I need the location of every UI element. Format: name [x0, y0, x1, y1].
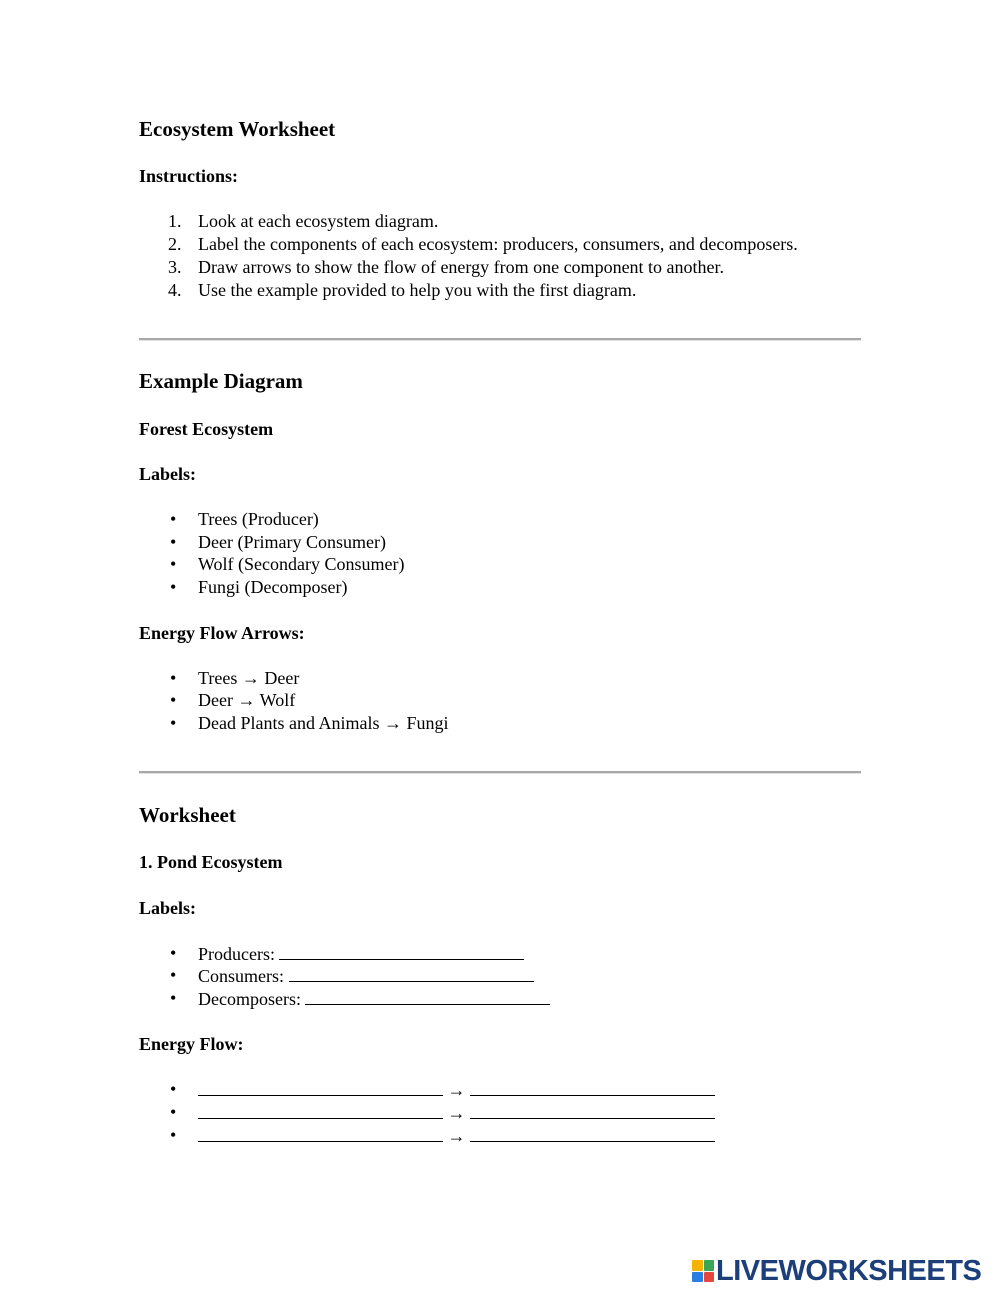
producers-row — [198, 942, 524, 965]
consumers-label: Consumers: — [198, 966, 285, 986]
example-label-item: Trees (Producer) — [198, 509, 319, 529]
instruction-number: 3. — [168, 257, 182, 277]
bullet: • — [170, 509, 177, 529]
flow-from-blank[interactable] — [198, 1101, 443, 1119]
arrow-symbol: → — [447, 1126, 466, 1146]
consumers-row — [198, 964, 534, 987]
decomposers-row — [198, 987, 550, 1010]
bullet: • — [170, 988, 177, 1008]
bullet: • — [170, 1125, 177, 1145]
example-subheading: Forest Ecosystem — [139, 419, 274, 439]
section-divider — [139, 338, 861, 341]
logo-block-icon — [704, 1260, 715, 1271]
flow-to-blank[interactable] — [470, 1101, 715, 1119]
logo-block-icon — [704, 1272, 715, 1283]
example-label-item: Fungi (Decomposer) — [198, 577, 348, 597]
producers-answer-blank[interactable] — [279, 942, 524, 960]
flow-row — [198, 1124, 715, 1147]
worksheet-labels-heading: Labels: — [139, 898, 197, 918]
instruction-text: Draw arrows to show the flow of energy from one component to another. — [198, 257, 725, 277]
worksheet-subheading: 1. Pond Ecosystem — [139, 852, 283, 872]
instruction-number: 1. — [168, 211, 182, 231]
liveworksheets-icon — [692, 1260, 714, 1282]
decomposers-answer-blank[interactable] — [305, 987, 550, 1005]
section-divider — [139, 771, 861, 774]
flow-to-blank[interactable] — [470, 1078, 715, 1096]
logo-block-icon — [692, 1260, 703, 1271]
example-label-item: Wolf (Secondary Consumer) — [198, 554, 405, 574]
arrow-symbol: → — [447, 1103, 466, 1123]
example-flow-item: Trees → Deer — [198, 668, 300, 688]
decomposers-label: Decomposers: — [198, 989, 301, 1009]
arrow-symbol: → — [447, 1080, 466, 1100]
page-title: Ecosystem Worksheet — [139, 117, 336, 141]
liveworksheets-wordmark: LIVEWORKSHEETS — [716, 1255, 982, 1287]
logo-block-icon — [692, 1272, 703, 1283]
flow-row — [198, 1101, 715, 1124]
bullet: • — [170, 713, 177, 733]
bullet: • — [170, 532, 177, 552]
example-flow-item: Deer → Wolf — [198, 690, 296, 710]
worksheet-flow-heading: Energy Flow: — [139, 1034, 244, 1054]
bullet: • — [170, 1079, 177, 1099]
flow-from-blank[interactable] — [198, 1124, 443, 1142]
example-flow-heading: Energy Flow Arrows: — [139, 623, 305, 643]
flow-from-blank[interactable] — [198, 1078, 443, 1096]
instruction-text: Use the example provided to help you with the first diagram. — [198, 280, 637, 300]
producers-label: Producers: — [198, 944, 275, 964]
bullet: • — [170, 965, 177, 985]
consumers-answer-blank[interactable] — [289, 964, 534, 982]
bullet: • — [170, 943, 177, 963]
instruction-text: Look at each ecosystem diagram. — [198, 211, 439, 231]
instruction-number: 4. — [168, 280, 182, 300]
liveworksheets-logo — [692, 1256, 981, 1286]
bullet: • — [170, 554, 177, 574]
flow-row — [198, 1078, 715, 1101]
bullet: • — [170, 1102, 177, 1122]
bullet: • — [170, 690, 177, 710]
instruction-text: Label the components of each ecosystem: producers, consumers, and decomposers. — [198, 234, 798, 254]
flow-to-blank[interactable] — [470, 1124, 715, 1142]
example-flow-item: Dead Plants and Animals → Fungi — [198, 713, 449, 733]
example-heading: Example Diagram — [139, 369, 303, 393]
example-label-item: Deer (Primary Consumer) — [198, 532, 386, 552]
instructions-heading: Instructions: — [139, 166, 239, 186]
bullet: • — [170, 668, 177, 688]
instruction-number: 2. — [168, 234, 182, 254]
bullet: • — [170, 577, 177, 597]
example-labels-heading: Labels: — [139, 464, 197, 484]
worksheet-heading: Worksheet — [139, 803, 236, 827]
